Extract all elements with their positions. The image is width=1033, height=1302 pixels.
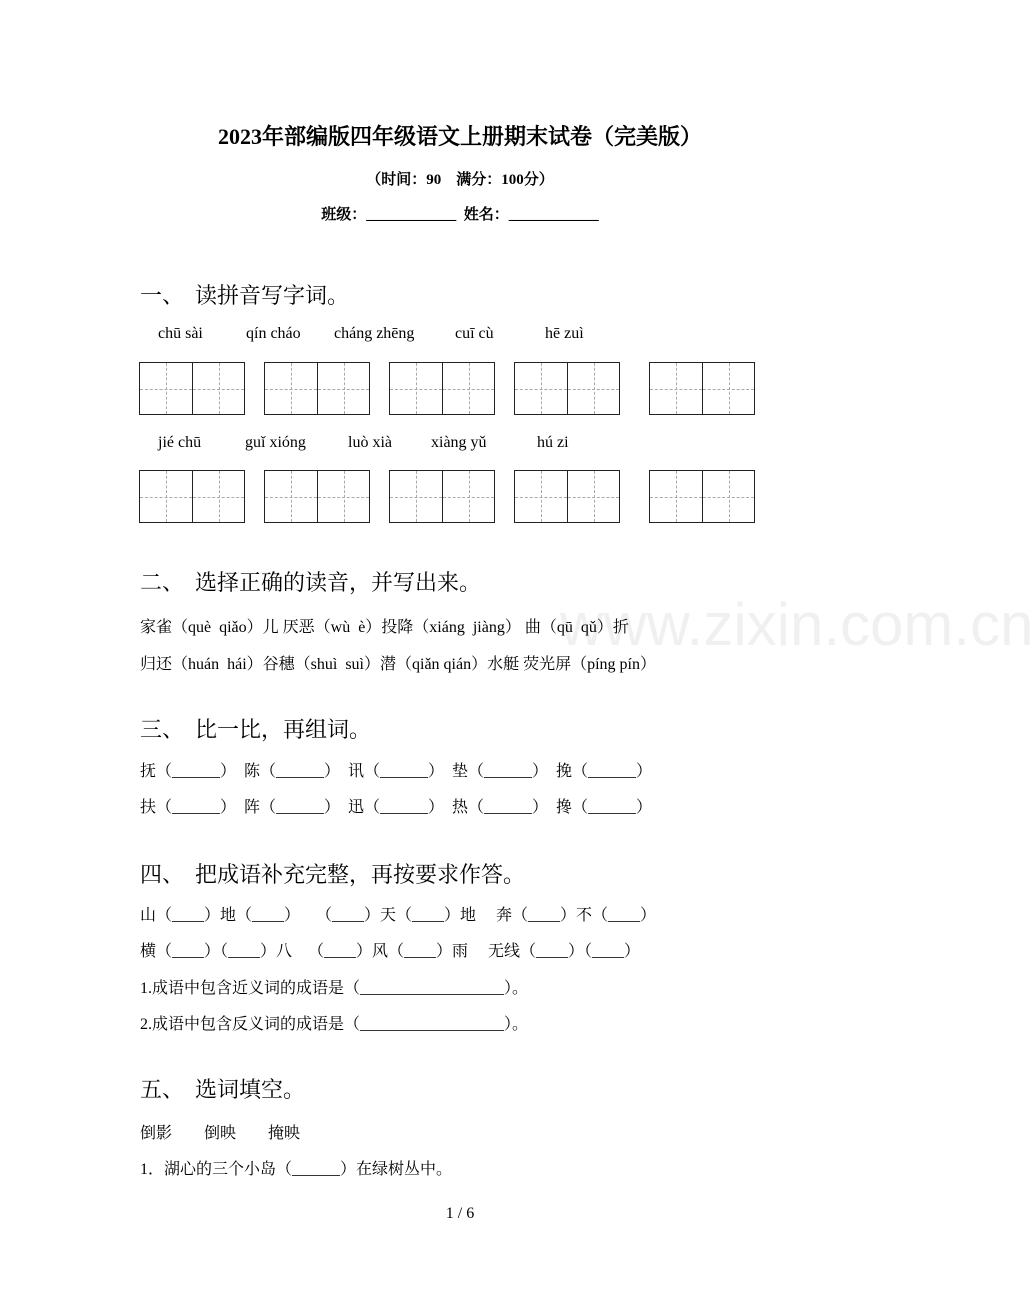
question-line: 扶（______） 阵（______） 迅（______） 热（______） 搀（______） (140, 799, 653, 816)
writing-grid[interactable] (264, 362, 370, 415)
section-1-heading: 一、 读拼音写字词。 (140, 283, 350, 308)
exam-time-score: （时间：90 满分：100分） (366, 172, 554, 188)
section-2-heading: 二、 选择正确的读音，并写出来。 (140, 570, 482, 595)
question-line: 归还（huán hái）谷穗（shuì suì）潜（qiǎn qián）水艇 荧光屏（píng pín） (140, 656, 656, 673)
question-line: 1.成语中包含近义词的成语是（__________________）。 (140, 980, 529, 997)
question-line: 横（____）（____）八 （____）风（____）雨 无线（____）（____） (140, 943, 641, 960)
question-line: 2.成语中包含反义词的成语是（__________________）。 (140, 1016, 529, 1033)
question-line: 山（____）地（____） （____）天（____）地 奔（____）不（____） (140, 907, 657, 924)
pinyin: jié chū (158, 434, 202, 451)
question-line: 1．湖心的三个小岛（______）在绿树丛中。 (140, 1161, 453, 1178)
writing-grid[interactable] (139, 362, 245, 415)
word-choices: 倒影 倒映 掩映 (140, 1125, 301, 1142)
pinyin: xiàng yǔ (431, 434, 487, 451)
pinyin: hē zuì (545, 325, 584, 342)
question-line: 家雀（què qiǎo）儿 厌恶（wù è）投降（xiáng jiàng） 曲（qū qǔ）折 (140, 619, 629, 636)
writing-grid[interactable] (649, 362, 755, 415)
writing-grid[interactable] (514, 362, 620, 415)
class-name-line: 班级：____________ 姓名：____________ (321, 207, 599, 223)
writing-grid[interactable] (514, 470, 620, 523)
pinyin: cuī cù (455, 325, 494, 342)
section-3-heading: 三、 比一比，再组词。 (140, 717, 372, 742)
page-number: 1 / 6 (445, 1205, 475, 1222)
writing-grid[interactable] (139, 470, 245, 523)
writing-grid[interactable] (649, 470, 755, 523)
page-title: 2023年部编版四年级语文上册期末试卷（完美版） (217, 124, 702, 149)
section-5-heading: 五、 选词填空。 (140, 1077, 306, 1102)
pinyin: chū sài (158, 325, 203, 342)
pinyin: guǐ xióng (245, 434, 306, 451)
section-4-heading: 四、 把成语补充完整，再按要求作答。 (140, 862, 526, 887)
writing-grid[interactable] (264, 470, 370, 523)
pinyin: luò xià (348, 434, 392, 451)
pinyin: qín cháo (246, 325, 301, 342)
pinyin: cháng zhēng (334, 325, 415, 342)
writing-grid[interactable] (389, 362, 495, 415)
watermark: www.zixin.com.cn (560, 591, 1033, 658)
writing-grid[interactable] (389, 470, 495, 523)
question-line: 抚（______） 陈（______） 讯（______） 垫（______） 挽（______） (140, 763, 653, 780)
pinyin: hú zi (537, 434, 569, 451)
